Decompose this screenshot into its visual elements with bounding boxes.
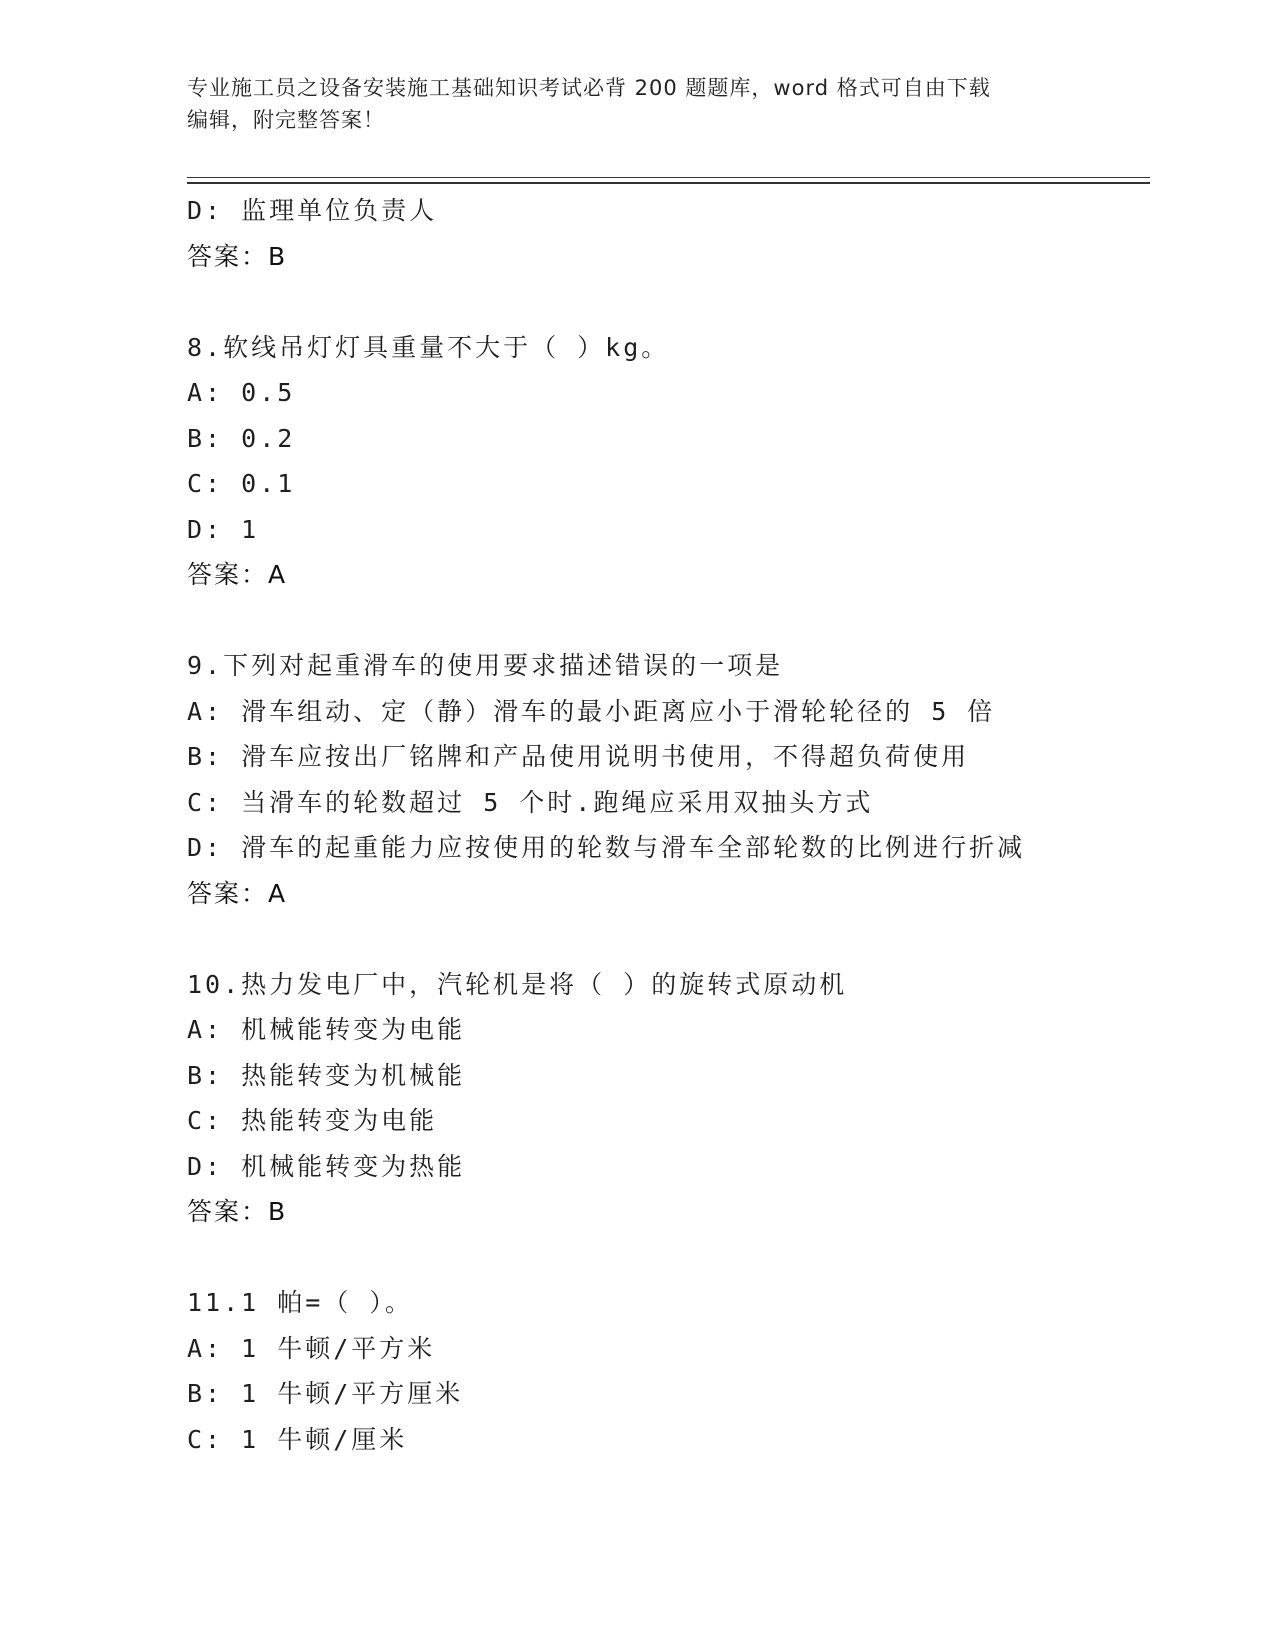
question-stem: 9.下列对起重滑车的使用要求描述错误的一项是 (187, 651, 784, 680)
option-b: B: 0.2 (187, 423, 296, 453)
option-d: D: 机械能转变为热能 (187, 1151, 466, 1181)
question-10 (187, 962, 1087, 1235)
answer-line: 答案：A (187, 560, 288, 589)
previous-question-tail (187, 188, 1087, 279)
question-stem: 8.软线吊灯灯具重量不大于（ ）kg。 (187, 332, 670, 362)
option-a: A: 0.5 (187, 378, 296, 407)
answer-line: 答案：B (187, 241, 288, 271)
option-d: D: 1 (187, 514, 260, 544)
option-a: A: 1 牛顿/平方米 (187, 1333, 436, 1363)
question-stem: 10.热力发电厂中，汽轮机是将（ ）的旋转式原动机 (187, 969, 848, 999)
header-rule-thick (187, 182, 1150, 184)
option-c: C: 当滑车的轮数超过 5 个时.跑绳应采用双抽头方式 (187, 787, 874, 817)
spacer (187, 1235, 1087, 1281)
option-b: B: 热能转变为机械能 (187, 1060, 466, 1090)
spacer (187, 598, 1087, 644)
header-line-1: 专业施工员之设备安装施工基础知识考试必背 200 题题库，word 格式可自由下载 (187, 76, 991, 100)
option-a: A: 机械能转变为电能 (187, 1015, 466, 1044)
header-rule-thin (187, 177, 1150, 178)
answer-line: 答案：A (187, 878, 288, 908)
question-11 (187, 1280, 1087, 1462)
question-8 (187, 325, 1087, 598)
question-9 (187, 643, 1087, 916)
option-b: B: 1 牛顿/平方厘米 (187, 1379, 464, 1408)
option-c: C: 1 牛顿/厘米 (187, 1424, 408, 1454)
spacer (187, 279, 1087, 325)
document-header (187, 72, 1067, 136)
spacer (187, 916, 1087, 962)
answer-line: 答案：B (187, 1197, 288, 1226)
option-b: B: 滑车应按出厂铭牌和产品使用说明书使用，不得超负荷使用 (187, 742, 970, 771)
header-line-2: 编辑，附完整答案！ (187, 108, 385, 132)
option-d: D: 滑车的起重能力应按使用的轮数与滑车全部轮数的比例进行折减 (187, 833, 1026, 862)
question-list (187, 188, 1087, 1462)
option-a: A: 滑车组动、定（静）滑车的最小距离应小于滑轮轮径的 5 倍 (187, 696, 996, 726)
question-stem: 11.1 帕=（ ）。 (187, 1288, 413, 1317)
option-c: C: 热能转变为电能 (187, 1106, 438, 1135)
option-d: D: 监理单位负责人 (187, 196, 438, 225)
option-c: C: 0.1 (187, 469, 296, 498)
